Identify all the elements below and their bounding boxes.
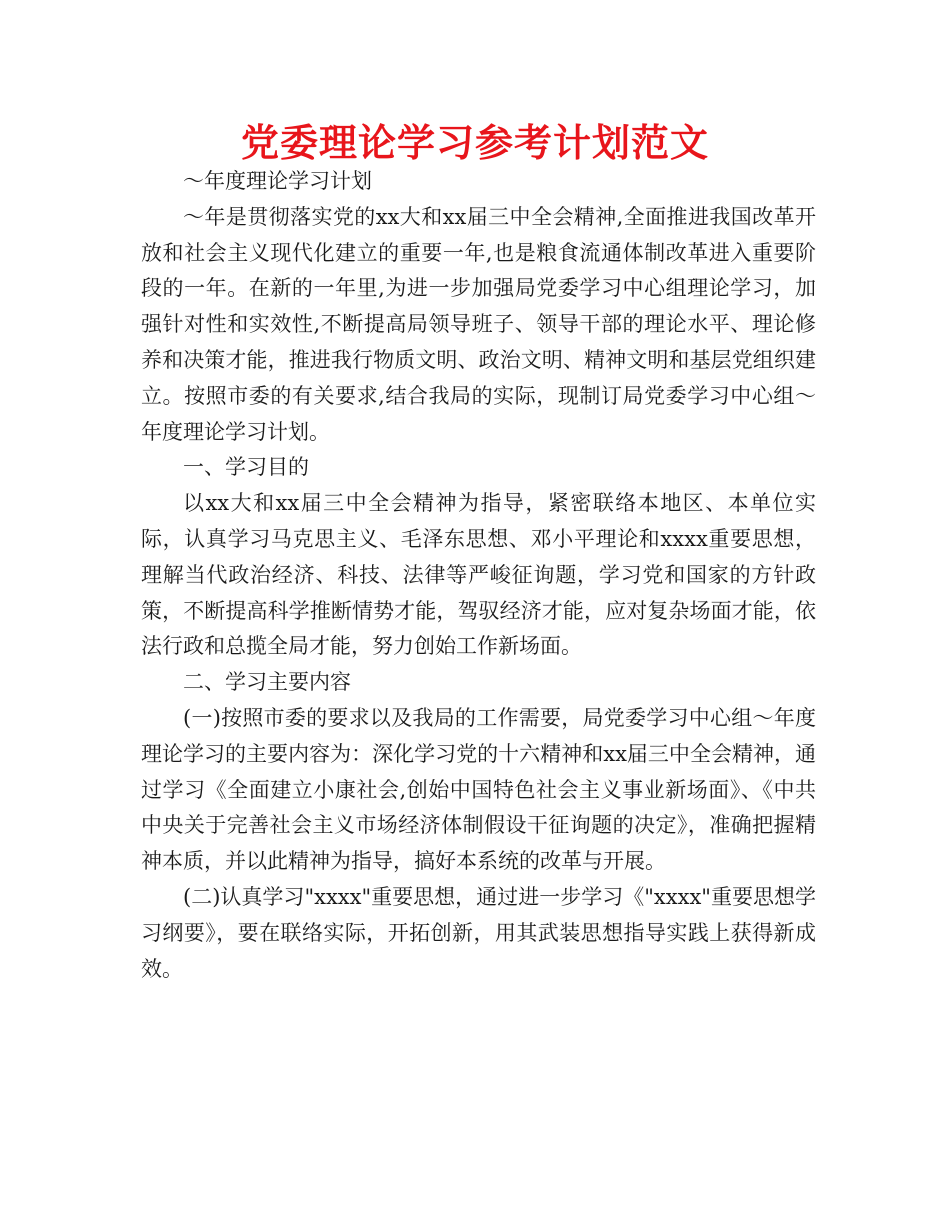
section-heading-content: 二、学习主要内容 [183, 670, 351, 695]
subtitle-paragraph: ～年度理论学习计划 [183, 169, 372, 193]
intro-paragraph: ～年是贯彻落实党的xx大和xx届三中全会精神,全面推进我国改革开放和社会主义现代化建立的重要一年,也是粮食流通体制改革进入重要阶段的一年。在新的一年里,为进一步加强局党委学习中心组理论学习，加强针对性和实效性,不断提高局领导班子、领导干部的理论水平、理论修养和决策才能，推进我行物质文明、政治文明、精神文明和基层党组织建立。按照市委的有关要求,结合我局的实际，现制订局党委学习中心组～年度理论学习计划。 [141, 204, 816, 444]
purpose-paragraph: 以xx大和xx届三中全会精神为指导，紧密联络本地区、本单位实际，认真学习马克思主义、毛泽东思想、邓小平理论和xxxx重要思想，理解当代政治经济、科技、法律等严峻征询题，学习党和国家的方针政策，不断提高科学推断情势才能，驾驭经济才能，应对复杂场面才能，依法行政和总揽全局才能，努力创始工作新场面。 [141, 491, 816, 659]
section-heading-purpose: 一、学习目的 [183, 455, 309, 480]
content-item-1: (一)按照市委的要求以及我局的工作需要，局党委学习中心组～年度理论学习的主要内容为：深化学习党的十六精神和xx届三中全会精神，通过学习《全面建立小康社会,创始中国特色社会主义事业新场面》、《中共中央关于完善社会主义市场经济体制假设干征询题的决定》，准确把握精神本质，并以此精神为指导，搞好本系统的改革与开展。 [141, 705, 816, 874]
content-item-2: (二)认真学习"xxxx"重要思想，通过进一步学习《"xxxx"重要思想学习纲要》，要在联络实际，开拓创新，用其武装思想指导实践上获得新成效。 [141, 884, 816, 981]
document-title: 党委理论学习参考计划范文 [240, 121, 709, 165]
document-body [141, 164, 816, 987]
